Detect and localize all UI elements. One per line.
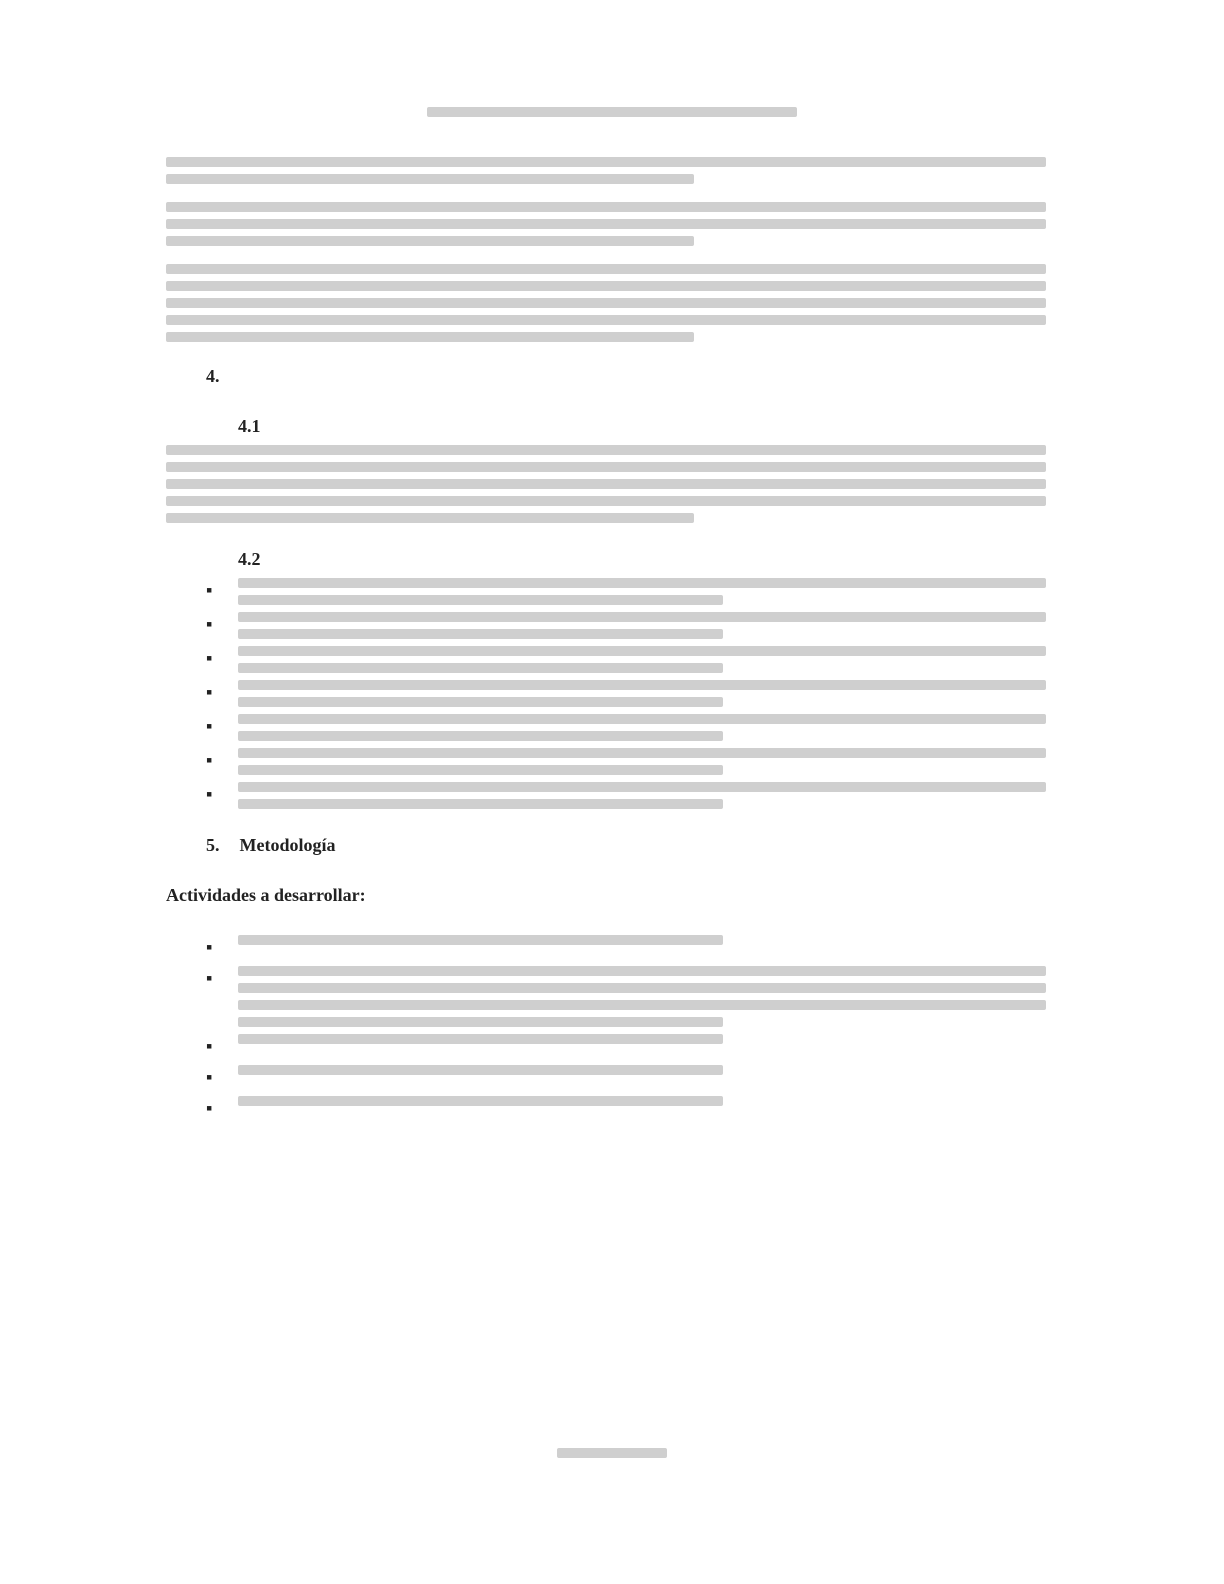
list-item bbox=[206, 748, 1046, 775]
section-5-heading bbox=[206, 833, 1046, 857]
list-item bbox=[206, 714, 1046, 741]
intro-paragraph-2 bbox=[166, 202, 1046, 246]
activities-list bbox=[206, 935, 1046, 1120]
activities-heading: Actividades a desarrollar: bbox=[166, 885, 366, 905]
list-item bbox=[206, 1034, 1046, 1058]
specific-objectives-number: 4.2 bbox=[238, 549, 261, 569]
general-objective-heading bbox=[238, 414, 1046, 438]
list-item bbox=[206, 680, 1046, 707]
intro-paragraph-3 bbox=[166, 264, 1046, 342]
section-5-title: Metodología bbox=[239, 835, 336, 855]
page-number bbox=[0, 1441, 1224, 1465]
specific-objectives-list bbox=[206, 578, 1046, 809]
list-item bbox=[206, 966, 1046, 1027]
intro-paragraph-1 bbox=[166, 157, 1046, 184]
general-objective-number: 4.1 bbox=[238, 416, 261, 436]
list-item bbox=[206, 935, 1046, 959]
section-4-heading bbox=[206, 364, 1046, 388]
section-4-number: 4. bbox=[206, 366, 220, 386]
list-item bbox=[206, 646, 1046, 673]
list-item bbox=[206, 782, 1046, 809]
running-header bbox=[0, 100, 1224, 124]
list-item bbox=[206, 1065, 1046, 1089]
specific-objectives-heading bbox=[238, 547, 1046, 571]
section-5-number: 5. bbox=[206, 835, 220, 855]
list-item bbox=[206, 578, 1046, 605]
page-body bbox=[166, 150, 1046, 1144]
general-objective-text bbox=[166, 445, 1046, 523]
list-item bbox=[206, 1096, 1046, 1120]
list-item bbox=[206, 612, 1046, 639]
